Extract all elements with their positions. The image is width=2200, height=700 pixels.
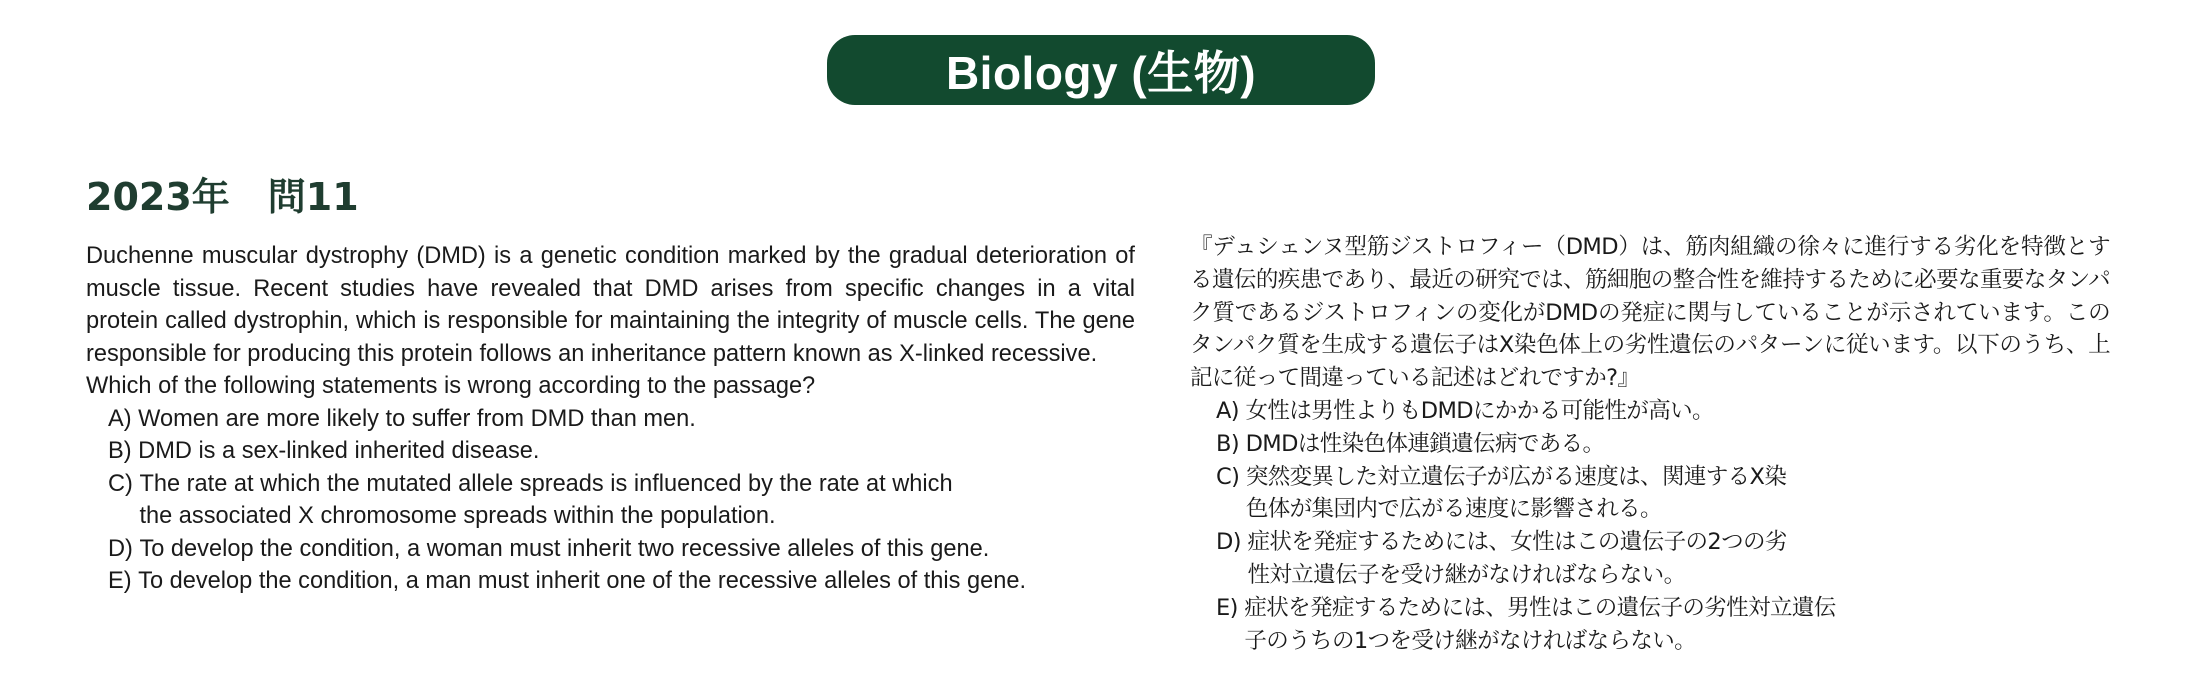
japanese-choice-e — [1216, 592, 2110, 658]
japanese-passage: 『デュシェンヌ型筋ジストロフィー（DMD）は、筋肉組織の徐々に進行する劣化を特徴とする遺伝的疾患であり、最近の研究では、筋細胞の整合性を維持するために必要な重要なタンパク質であるジストロフィンの変化がDMDの発症に関与していることが示されています。このタンパク質を生成する遺伝子はX染色体上の劣性遺伝のパターンに従います。以下のうち、上記に従って間違っている記述はどれですか?』 — [1190, 234, 2110, 392]
japanese-choice-d — [1216, 526, 2110, 592]
japanese-choice-b — [1216, 428, 2110, 461]
question-heading: 2023年 問11 — [86, 175, 359, 219]
choice-text: To develop the condition, a woman must inherit two recessive alleles of this gene. — [139, 535, 990, 562]
subject-banner — [827, 35, 1375, 105]
english-question: Which of the following statements is wrong according to the passage? — [86, 373, 816, 399]
choice-label: E) — [108, 568, 139, 594]
japanese-choice-a — [1216, 395, 2110, 428]
choice-label: D) — [1216, 529, 1248, 556]
english-choice-e — [108, 565, 1135, 598]
english-choice-c — [108, 468, 1135, 533]
choice-label: D) — [108, 535, 140, 562]
english-column — [86, 240, 1135, 598]
choice-text: Women are more likely to suffer from DMD than men. — [138, 405, 696, 432]
english-choice-b — [108, 435, 1135, 468]
choice-label: B) — [1216, 430, 1246, 457]
japanese-choice-c — [1216, 461, 2110, 527]
choice-text: 女性は男性よりもDMDにかかる可能性が高い。 — [1245, 397, 1714, 424]
choice-label: C) — [1216, 463, 1246, 490]
choice-text: 症状を発症するためには、女性はこの遺伝子の2つの劣性対立遺伝子を受け継がなければならない。 — [1247, 529, 1787, 588]
choice-label: C) — [108, 470, 140, 497]
choice-label: E) — [1216, 594, 1245, 621]
choice-text: 突然変異した対立遺伝子が広がる速度は、関連するX染色体が集団内で広がる速度に影響される。 — [1245, 463, 1787, 523]
english-choice-a — [108, 403, 1135, 436]
english-passage: Duchenne muscular dystrophy (DMD) is a genetic condition marked by the gradual deterioration of muscle tissue. Recent studies have revealed that DMD arises from specific changes in a vital protein called dystrophin, which is responsible for maintaining the integrity of muscle cells. The gene responsible for producing this protein follows an inheritance pattern known as X-linked recessive. — [86, 243, 1135, 367]
japanese-column — [1190, 231, 2110, 657]
choice-text: DMDは性染色体連鎖遺伝病である。 — [1245, 430, 1605, 457]
choice-text: To develop the condition, a man must inherit one of the recessive alleles of this gene. — [138, 568, 1027, 594]
english-choice-d — [108, 533, 1135, 566]
choice-text: The rate at which the mutated allele spreads is influenced by the rate at which the associated X chromosome spreads within the population. — [139, 470, 953, 529]
choice-text: 症状を発症するためには、男性はこの遺伝子の劣性対立遺伝子のうちの1つを受け継がなければならない。 — [1244, 594, 1836, 654]
choice-label: A) — [1216, 397, 1246, 424]
choice-text: DMD is a sex-linked inherited disease. — [138, 438, 540, 464]
choice-label: A) — [108, 405, 139, 432]
subject-title: Biology (生物) — [945, 47, 1257, 99]
choice-label: B) — [108, 438, 139, 464]
